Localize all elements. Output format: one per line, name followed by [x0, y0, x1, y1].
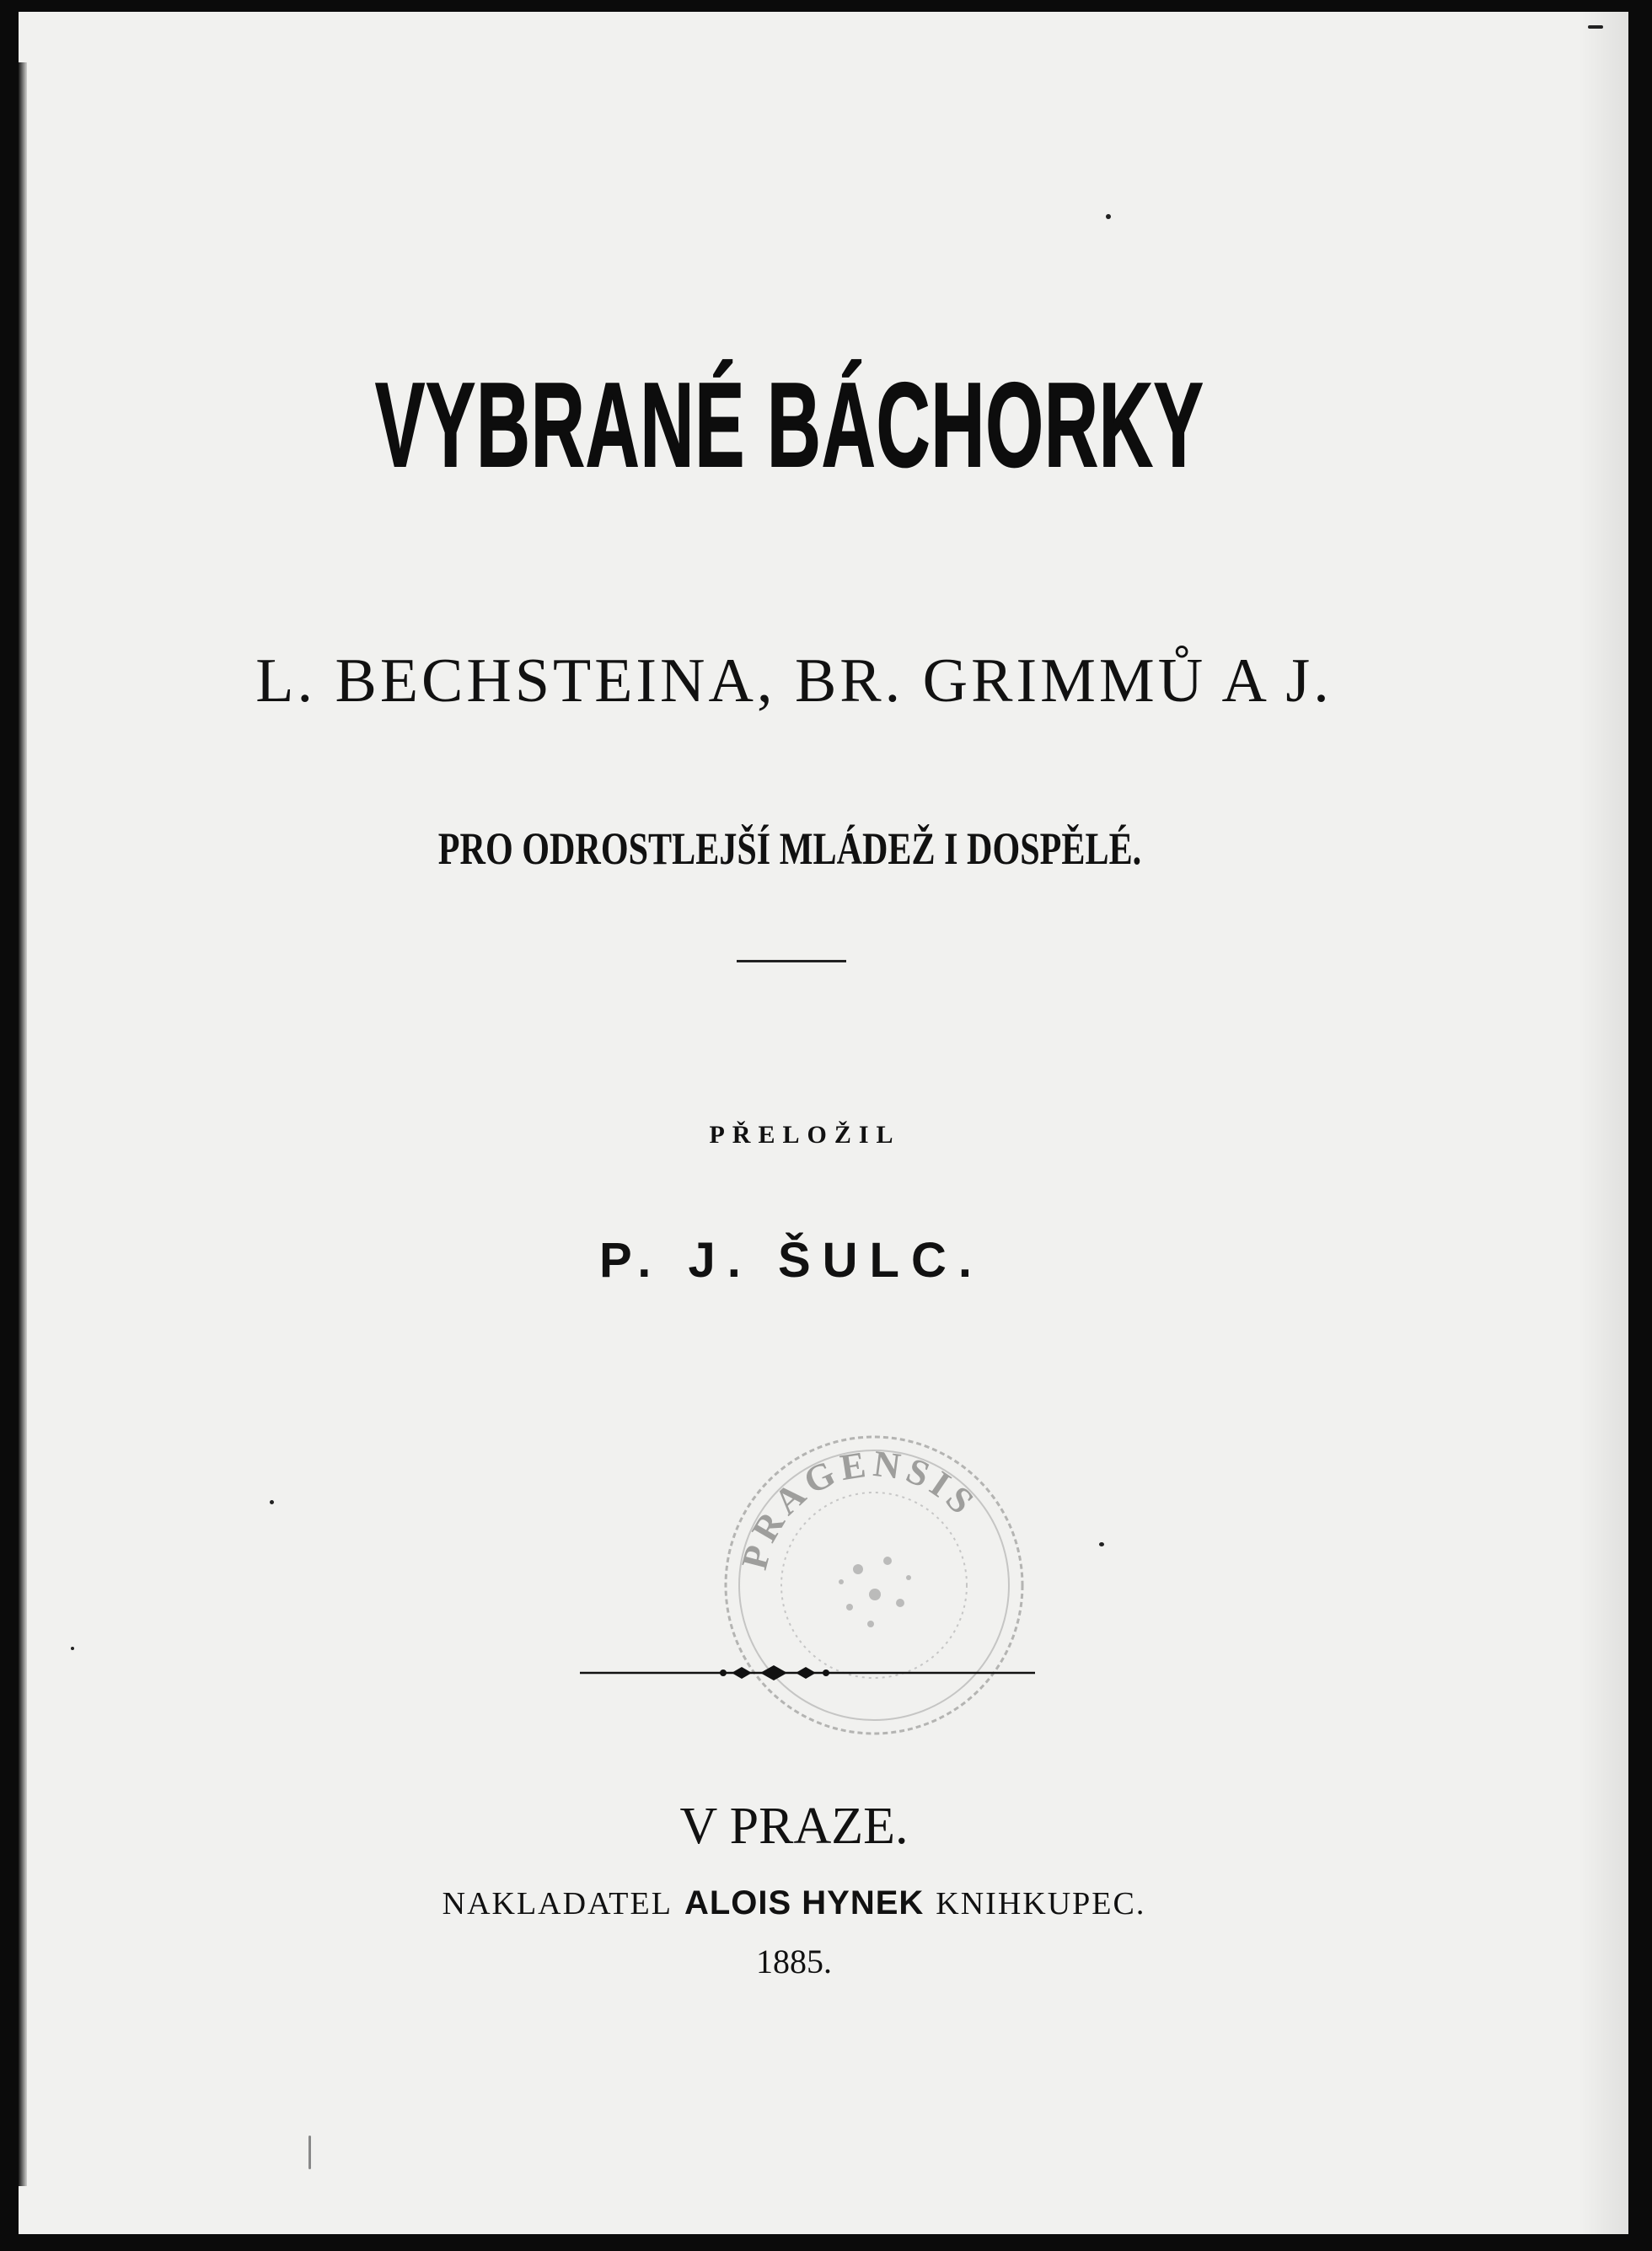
publisher-prefix: NAKLADATEL — [442, 1886, 673, 1921]
divider-rule — [737, 960, 846, 962]
publisher-name: ALOIS HYNEK — [684, 1884, 925, 1921]
publisher-suffix: KNIHKUPEC. — [936, 1886, 1146, 1921]
paper-speck — [270, 1500, 274, 1504]
publication-year: 1885. — [756, 1943, 832, 1980]
library-stamp — [715, 1426, 1033, 1745]
title-page — [19, 12, 1628, 2234]
book-subtitle: PRO ODROSTLEJŠÍ MLÁDEŽ I DOSPĚLÉ. — [437, 823, 1142, 874]
paper-speck — [308, 2136, 311, 2169]
paper-speck — [1106, 214, 1111, 219]
paper-speck — [71, 1647, 74, 1650]
publication-place: V PRAZE. — [679, 1798, 909, 1855]
translator-name: P. J. ŠULC. — [599, 1233, 984, 1288]
book-authors: L. BECHSTEINA, BR. GRIMMŮ A J. — [255, 646, 1333, 715]
translated-by-label: PŘELOŽIL — [709, 1121, 901, 1149]
paper-speck — [1099, 1542, 1104, 1546]
ornamental-rule — [580, 1662, 1035, 1684]
publisher-line — [19, 1884, 1599, 1922]
book-title: VYBRANÉ BÁCHORKY — [375, 358, 1204, 492]
paper-speck — [1588, 25, 1603, 29]
svg-text:PRAGENSIS: PRAGENSIS — [733, 1442, 986, 1574]
